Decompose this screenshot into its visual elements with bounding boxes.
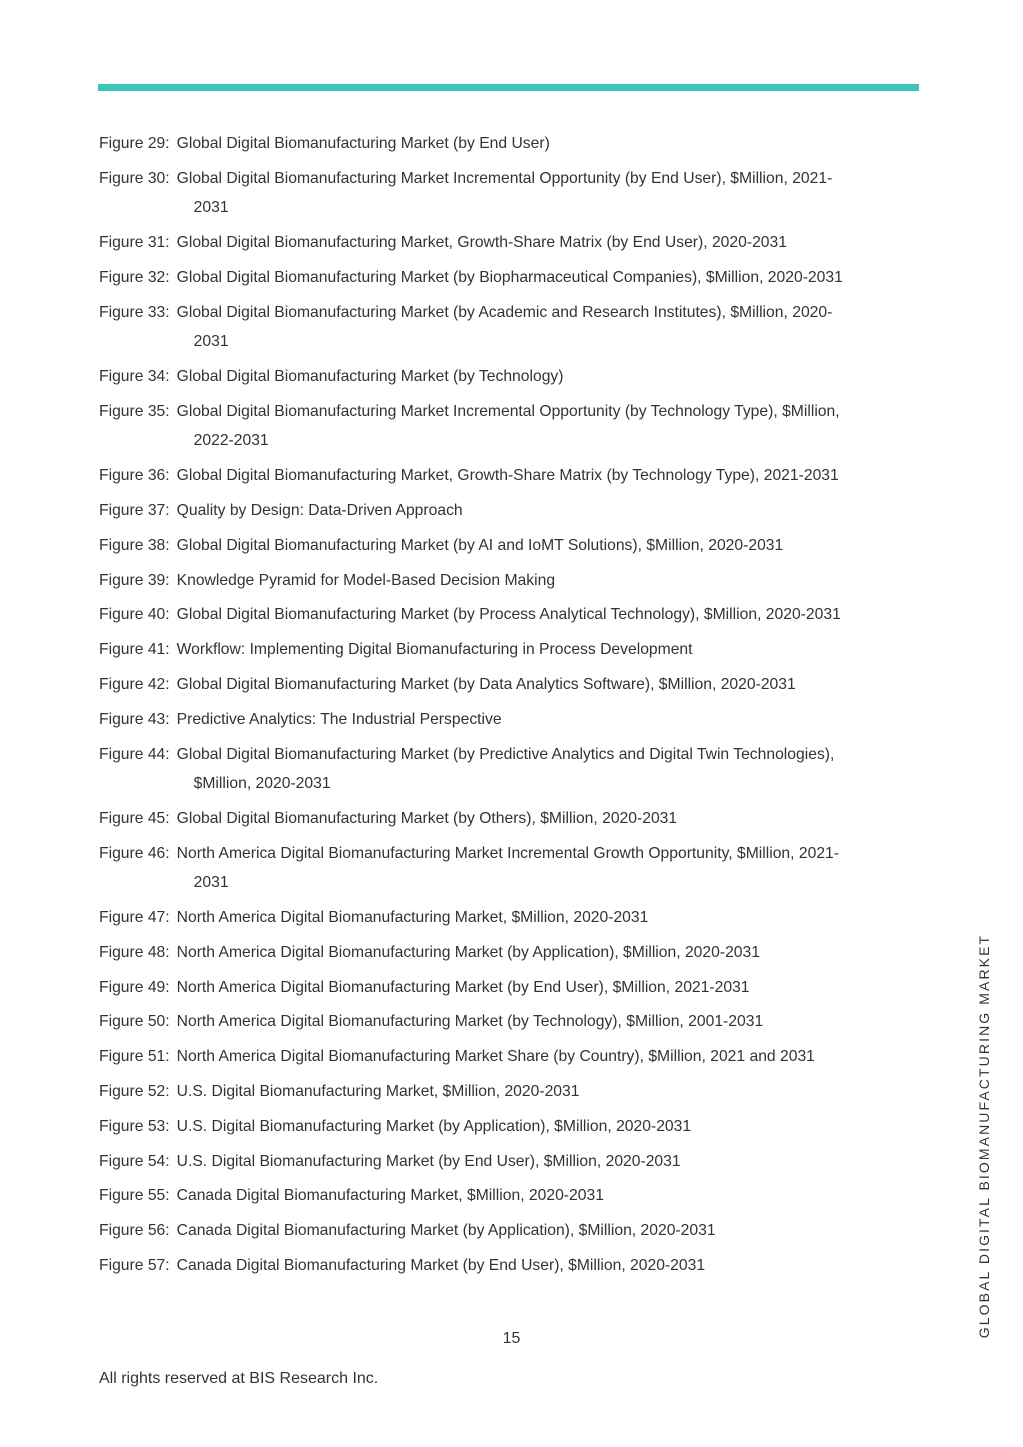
- figure-title: [177, 635, 929, 665]
- figure-number: Figure 57:: [99, 1256, 170, 1274]
- figure-number: Figure 43:: [99, 710, 170, 728]
- figure-title: [177, 1042, 929, 1072]
- figure-number: Figure 29:: [99, 135, 170, 152]
- figure-title-line: Canada Digital Biomanufacturing Market (by End User), $Million, 2020-2031: [176, 1256, 706, 1274]
- figure-title-line: Global Digital Biomanufacturing Market (by Data Analytics Software), $Million, 2020-2031: [176, 675, 796, 693]
- figure-number: Figure 52:: [99, 1082, 170, 1100]
- figure-title: [177, 1112, 929, 1142]
- figure-number: Figure 39:: [99, 571, 170, 589]
- figure-entry: [99, 129, 929, 159]
- figure-entry: [99, 1007, 929, 1037]
- figure-title: [177, 705, 929, 735]
- figure-title-line: North America Digital Biomanufacturing Market Incremental Growth Opportunity, $Million, 2021-: [176, 844, 839, 862]
- figure-entry: [99, 1251, 929, 1281]
- figure-title: [177, 903, 929, 933]
- figure-title: [177, 670, 929, 700]
- figure-title-line: Global Digital Biomanufacturing Market (by End User): [176, 135, 550, 152]
- figure-title-line: Global Digital Biomanufacturing Market Incremental Opportunity (by Technology Type), $Million,: [176, 402, 840, 420]
- figure-title: [177, 298, 929, 357]
- figure-entry: [99, 635, 929, 665]
- figure-number: Figure 56:: [99, 1222, 170, 1240]
- figure-entry: [99, 1181, 929, 1211]
- figure-title: [177, 973, 929, 1003]
- figure-title-line: Global Digital Biomanufacturing Market (by Academic and Research Institutes), $Million, 2020-: [176, 303, 833, 321]
- figure-number: Figure 40:: [99, 606, 170, 624]
- figure-title-line: Quality by Design: Data-Driven Approach: [176, 502, 463, 520]
- figure-title-line: $Million, 2020-2031: [193, 775, 331, 793]
- figure-entry: [99, 973, 929, 1003]
- figure-entry: [99, 566, 929, 596]
- figure-entry: [99, 531, 929, 561]
- figure-title: [177, 228, 929, 258]
- figure-title: [177, 1216, 929, 1246]
- figure-title: [177, 461, 929, 491]
- figure-title: [177, 164, 929, 223]
- figure-number: Figure 47:: [99, 909, 170, 927]
- figure-title-line: 2031: [193, 874, 229, 892]
- figure-title: [177, 263, 929, 293]
- figure-title-line: Global Digital Biomanufacturing Market (by Process Analytical Technology), $Million, 2020-2031: [176, 606, 841, 624]
- figure-number: Figure 49:: [99, 978, 170, 996]
- figure-number: Figure 48:: [99, 943, 170, 961]
- figure-title-line: 2031: [193, 333, 229, 351]
- figure-number: Figure 30:: [99, 169, 170, 187]
- figure-entry: [99, 298, 929, 357]
- figure-number: Figure 35:: [99, 402, 170, 420]
- figure-title: [177, 496, 929, 526]
- figure-entry: [99, 228, 929, 258]
- figure-number: Figure 31:: [99, 234, 170, 252]
- figure-number: Figure 46:: [99, 844, 170, 862]
- figure-title-line: North America Digital Biomanufacturing Market Share (by Country), $Million, 2021 and 2031: [176, 1048, 815, 1066]
- header-accent-rule: [98, 84, 919, 91]
- figure-title: [177, 839, 929, 898]
- figure-title-line: Global Digital Biomanufacturing Market (by AI and IoMT Solutions), $Million, 2020-2031: [176, 536, 784, 554]
- figure-number: Figure 38:: [99, 536, 170, 554]
- figure-number: Figure 54:: [99, 1152, 170, 1170]
- figure-number: Figure 44:: [99, 745, 170, 763]
- figure-entry: [99, 600, 929, 630]
- figure-title-line: Global Digital Biomanufacturing Market (by Others), $Million, 2020-2031: [176, 809, 678, 827]
- figure-title: [177, 129, 929, 159]
- figure-title-line: North America Digital Biomanufacturing Market, $Million, 2020-2031: [176, 909, 649, 927]
- figure-entry: [99, 705, 929, 735]
- figure-title-line: 2031: [193, 199, 229, 217]
- figure-number: Figure 32:: [99, 268, 170, 286]
- figure-title: [177, 804, 929, 834]
- figure-entry: [99, 1077, 929, 1107]
- figure-number: Figure 36:: [99, 467, 170, 485]
- figure-title-line: Global Digital Biomanufacturing Market (by Predictive Analytics and Digital Twin Technologies),: [176, 745, 835, 763]
- figure-title-line: Global Digital Biomanufacturing Market Incremental Opportunity (by End User), $Million, 2021-: [176, 169, 833, 187]
- figure-title-line: North America Digital Biomanufacturing Market (by Technology), $Million, 2001-2031: [176, 1013, 764, 1031]
- figure-number: Figure 45:: [99, 809, 170, 827]
- figure-entry: [99, 839, 929, 898]
- figure-title: [177, 740, 929, 799]
- figure-title: [177, 1251, 929, 1281]
- figure-title-line: Global Digital Biomanufacturing Market, Growth-Share Matrix (by Technology Type), 2021-2031: [176, 467, 839, 485]
- figure-entry: [99, 397, 929, 456]
- figure-title-line: Workflow: Implementing Digital Biomanufacturing in Process Development: [176, 641, 693, 659]
- figure-entry: [99, 903, 929, 933]
- figure-title: [177, 1181, 929, 1211]
- figure-title: [177, 531, 929, 561]
- figure-entry: [99, 938, 929, 968]
- figure-title: [177, 600, 929, 630]
- figure-title: [177, 1077, 929, 1107]
- side-report-title: GLOBAL DIGITAL BIOMANUFACTURING MARKET: [976, 933, 992, 1339]
- figure-entry: [99, 1112, 929, 1142]
- figure-entry: [99, 670, 929, 700]
- figure-title-line: Canada Digital Biomanufacturing Market (by Application), $Million, 2020-2031: [176, 1222, 716, 1240]
- figure-title-line: Global Digital Biomanufacturing Market (by Biopharmaceutical Companies), $Million, 2020-2031: [176, 268, 843, 286]
- figure-number: Figure 53:: [99, 1117, 170, 1135]
- figure-title: [177, 566, 929, 596]
- figure-number: Figure 51:: [99, 1048, 170, 1066]
- figure-title-line: Global Digital Biomanufacturing Market (by Technology): [176, 368, 564, 386]
- figure-title-line: North America Digital Biomanufacturing Market (by Application), $Million, 2020-2031: [176, 943, 760, 961]
- figure-entry: [99, 164, 929, 223]
- figure-title-line: Predictive Analytics: The Industrial Perspective: [176, 710, 502, 728]
- figure-entry: [99, 804, 929, 834]
- figure-number: Figure 55:: [99, 1187, 170, 1205]
- page-number: 15: [502, 1330, 521, 1347]
- figure-title-line: U.S. Digital Biomanufacturing Market, $Million, 2020-2031: [176, 1082, 580, 1100]
- figure-number: Figure 50:: [99, 1013, 170, 1031]
- figure-title: [177, 397, 929, 456]
- figure-title-line: U.S. Digital Biomanufacturing Market (by Application), $Million, 2020-2031: [176, 1117, 692, 1135]
- figure-title-line: Global Digital Biomanufacturing Market, Growth-Share Matrix (by End User), 2020-2031: [176, 234, 787, 252]
- figure-entry: [99, 362, 929, 392]
- figure-title: [177, 1147, 929, 1177]
- figure-number: Figure 41:: [99, 641, 170, 659]
- figure-entry: [99, 461, 929, 491]
- footer-copyright: All rights reserved at BIS Research Inc.: [99, 1370, 379, 1387]
- figure-title-line: 2022-2031: [193, 432, 269, 450]
- figure-title: [177, 362, 929, 392]
- figure-title-line: Knowledge Pyramid for Model-Based Decision Making: [176, 571, 556, 589]
- figure-title-line: North America Digital Biomanufacturing Market (by End User), $Million, 2021-2031: [176, 978, 750, 996]
- figure-title-line: U.S. Digital Biomanufacturing Market (by End User), $Million, 2020-2031: [176, 1152, 681, 1170]
- figure-number: Figure 37:: [99, 502, 170, 520]
- figure-entry: [99, 1216, 929, 1246]
- figure-title: [177, 938, 929, 968]
- figure-number: Figure 33:: [99, 303, 170, 321]
- figure-entry: [99, 496, 929, 526]
- list-of-figures: [99, 129, 929, 1286]
- figure-title: [177, 1007, 929, 1037]
- figure-number: Figure 42:: [99, 675, 170, 693]
- figure-number: Figure 34:: [99, 368, 170, 386]
- figure-entry: [99, 1147, 929, 1177]
- figure-entry: [99, 740, 929, 799]
- figure-entry: [99, 1042, 929, 1072]
- figure-entry: [99, 263, 929, 293]
- figure-title-line: Canada Digital Biomanufacturing Market, $Million, 2020-2031: [176, 1187, 604, 1205]
